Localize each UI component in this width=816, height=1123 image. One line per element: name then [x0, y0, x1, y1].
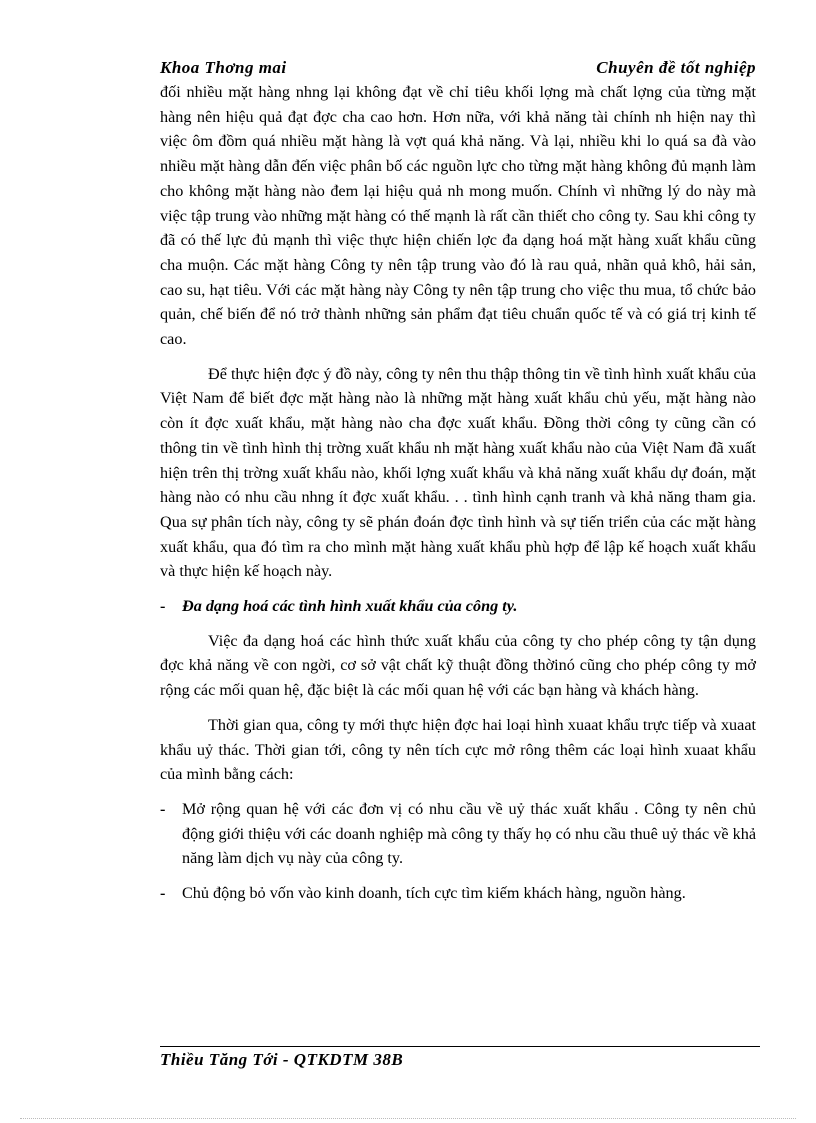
page-footer: Thiều Tăng Tới - QTKDTM 38B	[160, 1050, 404, 1069]
paragraph-3: Việc đa dạng hoá các hình thức xuất khẩu của công ty cho phép công ty tận dụng đợc khả năng về con ngời, cơ sở vật chất kỹ thuật đồng thờinó cũng cho phép công ty mở rộng các mối quan hệ, đặc biệt là các mối quan hệ với các bạn hàng và khách hàng.	[160, 631, 756, 700]
body-text	[160, 80, 756, 906]
section-heading-text: Đa dạng hoá các tình hình xuất khẩu của công ty.	[182, 597, 518, 616]
paragraph-1: đối nhiều mặt hàng nhng lại không đạt về chỉ tiêu khối lợng mà chất lợng của từng mặt hàng nên hiệu quả đạt đợc cha cao hơn. Hơn nữa, với khả năng tài chính nh hiện nay thì việc ôm đồm quá nhiều mặt hàng là vợt quá khả năng. Và lại, nhiều khi lo quá sa đà vào nhiều mặt hàng dẫn đến việc phân bố các nguồn lực cho từng mặt hàng không đủ mạnh làm cho không mặt hàng nào đem lại hiệu quả nh mong muốn. Chính vì những lý do này mà việc tập trung vào những mặt hàng có thế mạnh là rất cần thiết cho công ty. Sau khi công ty đã có thế lực đủ mạnh thì việc thực hiện chiến lợc đa dạng hoá mặt hàng xuất khẩu cũng cha muộn. Các mặt hàng Công ty nên tập trung vào đó là rau quả, nhãn quả khô, hải sản, cao su, hạt tiêu. Với các mặt hàng này Công ty nên tập trung cho việc thu mua, tổ chức bảo quản, chế biến để nó trở thành những sản phẩm đạt tiêu chuẩn quốc tế và có giá trị kinh tế cao.	[160, 83, 756, 349]
bullet-item-2	[160, 881, 756, 906]
footer-rule	[160, 1046, 760, 1047]
paragraph-4: Thời gian qua, công ty mới thực hiện đợc hai loại hình xuaat khẩu trực tiếp và xuaat khẩu uỷ thác. Thời gian tới, công ty nên tích cực mở rông thêm các loại hình xuaat khẩu của mình bằng cách:	[160, 715, 756, 784]
bullet-dash: -	[160, 597, 166, 616]
header-title: Chuyên đề tốt nghiệp	[596, 58, 756, 77]
bullet-dash: -	[160, 884, 166, 903]
bullet-item-1	[160, 797, 756, 871]
header-faculty: Khoa Thơng mai	[160, 58, 287, 77]
section-heading	[160, 594, 756, 619]
page-edge-divider	[20, 1118, 796, 1119]
bullet-item-1-text: Mở rộng quan hệ với các đơn vị có nhu cầu về uỷ thác xuất khẩu . Công ty nên chủ động giới thiệu với các doanh nghiệp mà công ty thấy họ có nhu cầu thuê uỷ thác về khả năng làm dịch vụ này của công ty.	[182, 799, 756, 868]
bullet-item-2-text: Chủ động bỏ vốn vào kinh doanh, tích cực tìm kiếm khách hàng, nguồn hàng.	[182, 884, 686, 903]
paragraph-2: Để thực hiện đợc ý đồ này, công ty nên thu thập thông tin về tình hình xuất khẩu của Việt Nam để biết đợc mặt hàng nào là những mặt hàng xuất khẩu chủ yếu, mặt hàng nào còn ít đợc xuất khẩu, mặt hàng nào cha đợc xuất khẩu. Đồng thời công ty cũng cần có thông tin về tình hình thị trờng xuất khẩu nh mặt hàng xuất khẩu nào của Việt Nam đã xuất hiện trên thị trờng xuất khẩu nào, khối lợng xuất khẩu và khả năng xuất khẩu dự đoán, mặt hàng nào có nhu cầu nhng ít đợc xuất khẩu. . . tình hình cạnh tranh và khả năng tham gia. Qua sự phân tích này, công ty sẽ phán đoán đợc tình hình và sự tiến triển của các mặt hàng xuất khẩu, qua đó tìm ra cho mình mặt hàng xuất khẩu phù hợp để lập kế hoạch xuất khẩu và thực hiện kế hoạch này.	[160, 364, 756, 581]
bullet-dash: -	[160, 799, 166, 818]
page-header	[160, 58, 756, 80]
